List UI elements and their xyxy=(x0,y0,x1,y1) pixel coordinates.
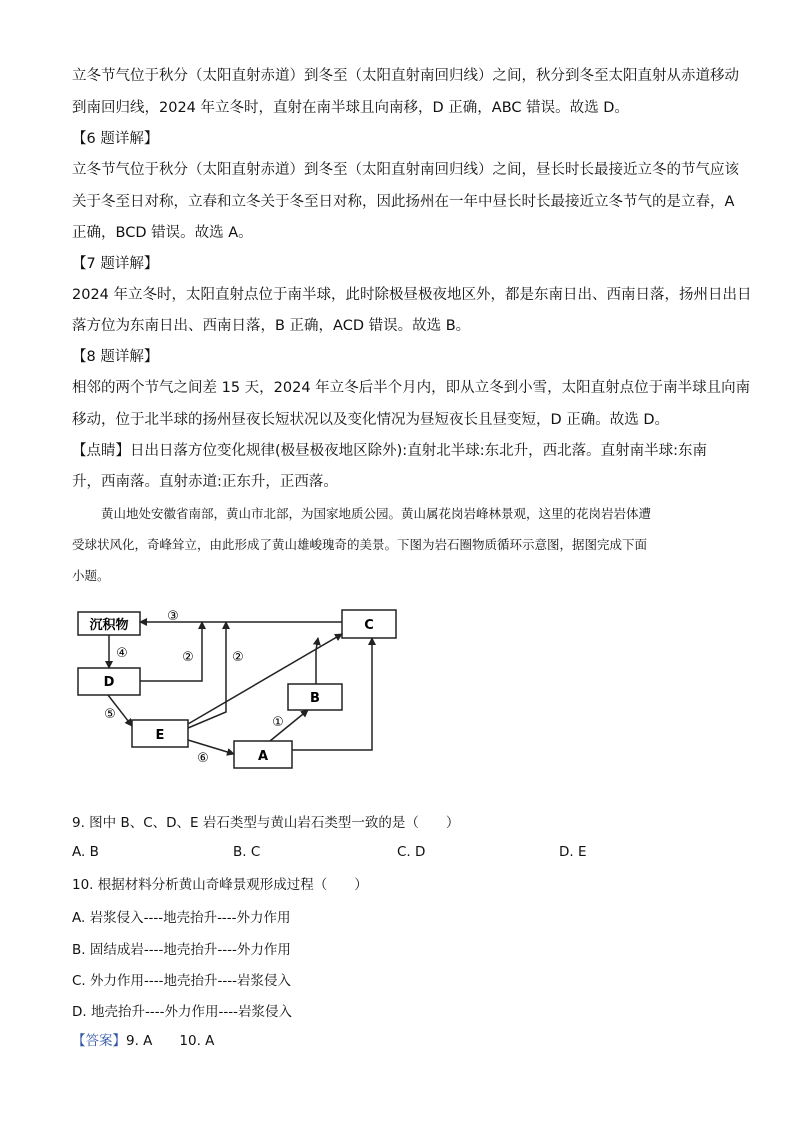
tip-line-2: 升，西南落。直射赤道:正东升，正西落。 xyxy=(72,474,338,490)
rock-cycle-diagram xyxy=(70,600,410,775)
label-e: E xyxy=(155,728,165,743)
label-n1: ① xyxy=(272,715,284,730)
answer-line xyxy=(72,1031,214,1051)
label-c: C xyxy=(364,618,374,633)
label-n3: ③ xyxy=(167,609,179,624)
q5-line-2: 到南回归线，2024 年立冬时，直射在南半球且向南移，D 正确，ABC 错误。故选 D。 xyxy=(72,100,629,116)
q7-line-2: 落方位为东南日出、西南日落，B 正确，ACD 错误。故选 B。 xyxy=(72,318,471,334)
material-line-1: 黄山地处安徽省南部，黄山市北部，为国家地质公园。黄山属花岗岩峰林景观，这里的花岗岩岩体遭 xyxy=(101,506,652,521)
label-sediment: 沉积物 xyxy=(89,618,129,633)
q7-line-1: 2024 年立冬时，太阳直射点位于南半球，此时除极昼极夜地区外，都是东南日出、西南日落，扬州日出日 xyxy=(72,287,752,303)
label-a: A xyxy=(257,749,269,764)
label-n2-left: ② xyxy=(182,650,194,665)
label-n6: ⑥ xyxy=(197,751,209,766)
answer-tag: 【答案】 xyxy=(72,1033,126,1049)
label-n2-right: ② xyxy=(232,650,244,665)
q8-line-1: 相邻的两个节气之间差 15 天，2024 年立冬后半个月内，即从立冬到小雪，太阳直射点位于南半球且向南 xyxy=(72,380,751,396)
q8-heading: 【8 题详解】 xyxy=(72,349,159,365)
q9-option-a[interactable]: A. B xyxy=(72,844,99,860)
q6-heading: 【6 题详解】 xyxy=(72,131,159,147)
q10-option-d[interactable]: D. 地壳抬升----外力作用----岩浆侵入 xyxy=(72,1004,292,1020)
material-line-3: 小题。 xyxy=(72,568,110,583)
q5-line-1: 立冬节气位于秋分（太阳直射赤道）到冬至（太阳直射南回归线）之间，秋分到冬至太阳直射从赤道移动 xyxy=(72,68,739,84)
q6-line-3: 正确，BCD 错误。故选 A。 xyxy=(72,225,253,241)
q9-option-c[interactable]: C. D xyxy=(397,844,426,860)
q9-stem: 9. 图中 B、C、D、E 岩石类型与黄山岩石类型一致的是（ ） xyxy=(72,815,460,831)
q9-option-b[interactable]: B. C xyxy=(233,844,261,860)
q6-line-1: 立冬节气位于秋分（太阳直射赤道）到冬至（太阳直射南回归线）之间，昼长时长最接近立冬的节气应该 xyxy=(72,162,739,178)
label-n5: ⑤ xyxy=(104,707,116,722)
q10-option-c[interactable]: C. 外力作用----地壳抬升----岩浆侵入 xyxy=(72,973,291,989)
q6-line-2: 关于冬至日对称，立春和立冬关于冬至日对称，因此扬州在一年中昼长时长最接近立冬节气的是立春，A xyxy=(72,194,735,210)
q10-option-a[interactable]: A. 岩浆侵入----地壳抬升----外力作用 xyxy=(72,910,291,926)
material-line-2: 受球状风化，奇峰耸立，由此形成了黄山雄峻瑰奇的美景。下图为岩石圈物质循环示意图，据图完成下面 xyxy=(72,537,648,552)
q10-stem: 10. 根据材料分析黄山奇峰景观形成过程（ ） xyxy=(72,877,368,893)
q7-heading: 【7 题详解】 xyxy=(72,256,159,272)
tip-line-1: 【点睛】日出日落方位变化规律(极昼极夜地区除外):直射北半球:东北升，西北落。直射南半球:东南 xyxy=(72,443,707,459)
arrow-6 xyxy=(188,740,234,754)
q10-option-b[interactable]: B. 固结成岩----地壳抬升----外力作用 xyxy=(72,942,291,958)
answer-text: 9. A 10. A xyxy=(126,1033,215,1049)
q9-option-d[interactable]: D. E xyxy=(559,844,587,860)
q8-line-2: 移动，位于北半球的扬州昼夜长短状况以及变化情况为昼短夜长且昼变短，D 正确。故选 D。 xyxy=(72,412,670,428)
label-n4: ④ xyxy=(116,646,128,661)
arrow-b-c xyxy=(316,638,318,684)
label-d: D xyxy=(103,675,115,690)
label-b: B xyxy=(310,691,320,706)
